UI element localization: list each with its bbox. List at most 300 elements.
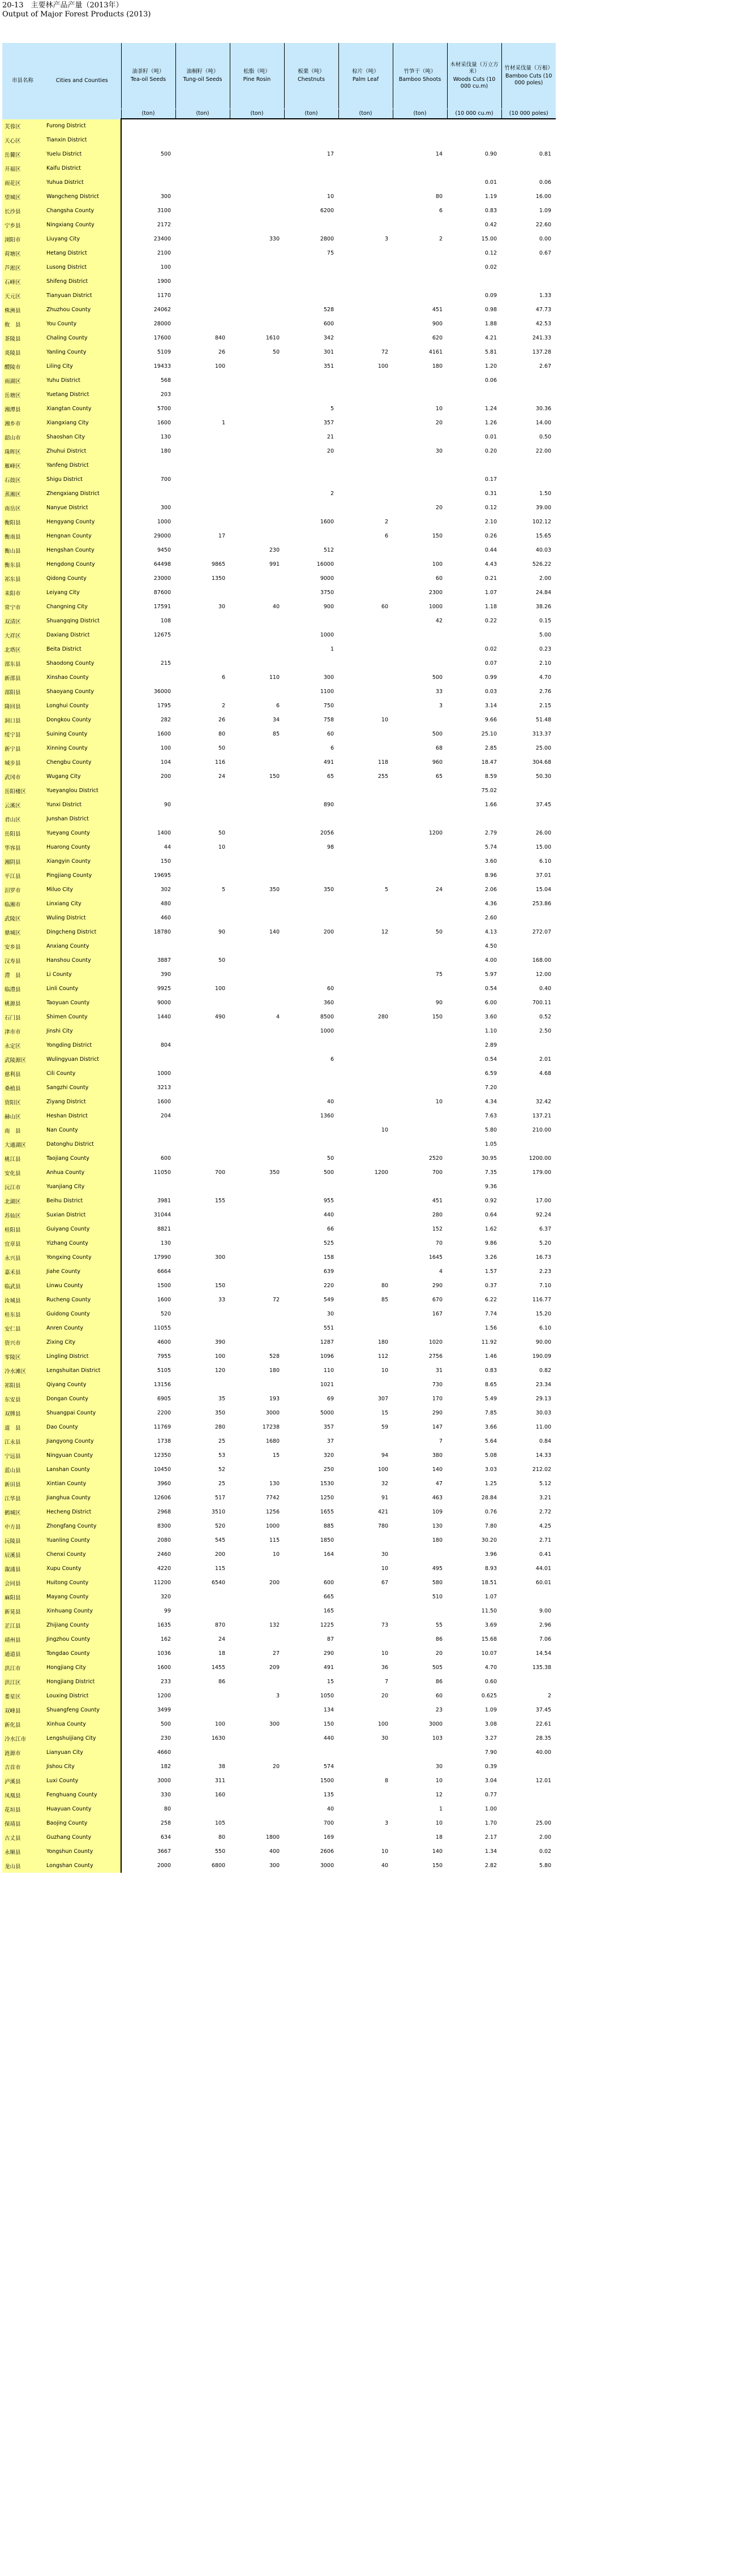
region-name-cn: 宜章县 xyxy=(2,1236,43,1250)
table-cell xyxy=(393,1547,447,1562)
table-cell xyxy=(175,1703,230,1717)
table-cell: 0.54 xyxy=(484,986,497,992)
table-cell xyxy=(175,967,230,982)
table-cell: 50 xyxy=(218,957,225,964)
region-name-cn: 江永县 xyxy=(2,1434,43,1448)
table-cell: 10 xyxy=(381,717,388,723)
table-cell: 16.00 xyxy=(535,193,551,200)
table-row xyxy=(2,1491,556,1505)
table-cell xyxy=(230,1151,284,1166)
table-cell: 0.01 xyxy=(484,179,497,186)
table-cell: 20 xyxy=(381,1693,388,1699)
table-row xyxy=(2,1151,556,1166)
table-cell xyxy=(230,472,284,487)
table-cell: 330 xyxy=(160,1792,171,1798)
table-row xyxy=(2,1434,556,1448)
table-cell xyxy=(230,784,284,798)
region-name-cn: 岳阳楼区 xyxy=(2,784,43,798)
table-row xyxy=(2,1349,556,1364)
table-cell xyxy=(501,274,556,289)
region-name-cn: 武陵区 xyxy=(2,911,43,925)
region-name-en: Hengyang County xyxy=(43,515,121,529)
table-cell xyxy=(338,953,393,967)
table-cell: 0.37 xyxy=(484,1283,497,1289)
table-cell xyxy=(501,1180,556,1194)
table-cell: 9865 xyxy=(211,561,225,567)
region-name-cn: 桑植县 xyxy=(2,1081,43,1095)
table-cell xyxy=(284,289,338,303)
table-cell: 350 xyxy=(214,1410,225,1416)
table-cell xyxy=(284,939,338,953)
table-cell: 40 xyxy=(272,604,280,610)
table-cell: 47 xyxy=(435,1481,443,1487)
table-cell: 2460 xyxy=(157,1551,171,1558)
table-cell: 3510 xyxy=(211,1509,225,1515)
table-cell: 313.37 xyxy=(532,731,551,737)
table-cell xyxy=(175,1265,230,1279)
table-row xyxy=(2,868,556,883)
table-cell xyxy=(338,133,393,147)
table-cell xyxy=(393,1052,447,1066)
region-name-en: Wugang City xyxy=(43,769,121,784)
table-cell: 2.50 xyxy=(539,1028,551,1034)
table-cell xyxy=(393,1081,447,1095)
table-cell: 0.02 xyxy=(484,646,497,652)
table-cell xyxy=(121,487,175,501)
table-cell: 4.34 xyxy=(484,1099,497,1105)
table-row xyxy=(2,713,556,727)
table-cell: 4.68 xyxy=(539,1070,551,1077)
table-cell: 1020 xyxy=(428,1339,443,1345)
table-row xyxy=(2,1830,556,1844)
region-name-cn: 蒸湘区 xyxy=(2,487,43,501)
table-cell: 65 xyxy=(435,773,443,780)
table-cell xyxy=(121,1052,175,1066)
table-cell: 2.10 xyxy=(539,660,551,666)
table-cell: 30 xyxy=(381,1551,388,1558)
table-cell xyxy=(338,444,393,458)
table-row xyxy=(2,1731,556,1745)
table-row xyxy=(2,1123,556,1137)
table-cell: 1 xyxy=(221,420,225,426)
table-row xyxy=(2,373,556,388)
table-cell: 152 xyxy=(432,1226,443,1232)
table-cell: 108 xyxy=(160,618,171,624)
region-name-cn: 津市市 xyxy=(2,1024,43,1038)
table-cell xyxy=(501,1788,556,1802)
region-name-en: Yongding District xyxy=(43,1038,121,1052)
table-cell: 30 xyxy=(218,604,225,610)
table-cell: 73 xyxy=(381,1622,388,1628)
table-cell: 870 xyxy=(214,1622,225,1628)
table-cell xyxy=(447,458,501,472)
table-cell xyxy=(284,656,338,670)
table-body xyxy=(2,119,556,1873)
table-cell: 357 xyxy=(323,1424,334,1430)
table-cell xyxy=(393,1604,447,1618)
table-row xyxy=(2,911,556,925)
region-name-cn: 雨花区 xyxy=(2,175,43,190)
region-name-en: Zhuzhou County xyxy=(43,303,121,317)
table-cell: 180 xyxy=(377,1339,388,1345)
table-cell xyxy=(175,685,230,699)
table-cell: 250 xyxy=(323,1467,334,1473)
table-cell: 528 xyxy=(323,307,334,313)
region-name-en: Xiangtan County xyxy=(43,402,121,416)
table-cell: 10 xyxy=(272,1551,280,1558)
table-cell xyxy=(393,133,447,147)
table-cell: 94 xyxy=(381,1452,388,1459)
table-row xyxy=(2,1547,556,1562)
unit-label: (ton) xyxy=(230,109,284,119)
table-cell: 9.66 xyxy=(484,717,497,723)
table-cell: 150 xyxy=(214,1283,225,1289)
table-cell: 1287 xyxy=(320,1339,334,1345)
table-cell: 2.71 xyxy=(539,1537,551,1543)
table-cell: 8 xyxy=(384,1778,388,1784)
table-cell: 10 xyxy=(435,1778,443,1784)
table-cell xyxy=(230,656,284,670)
table-cell: 2756 xyxy=(428,1353,443,1360)
table-cell: 1500 xyxy=(157,1283,171,1289)
region-name-cn: 临武县 xyxy=(2,1279,43,1293)
table-cell: 500 xyxy=(160,1721,171,1727)
table-row xyxy=(2,472,556,487)
unit-label: (10 000 cu.m) xyxy=(447,109,501,119)
region-name-cn: 洪江区 xyxy=(2,1675,43,1689)
region-name-cn: 新晃县 xyxy=(2,1604,43,1618)
table-cell xyxy=(175,642,230,656)
table-cell xyxy=(393,812,447,826)
table-cell: 7.35 xyxy=(484,1169,497,1176)
table-cell: 60 xyxy=(435,1693,443,1699)
table-cell: 130 xyxy=(432,1523,443,1529)
table-cell: 33 xyxy=(435,689,443,695)
region-name-cn: 麻阳县 xyxy=(2,1590,43,1604)
table-cell: 730 xyxy=(432,1382,443,1388)
table-cell: 300 xyxy=(269,1863,280,1869)
table-cell: 64498 xyxy=(153,561,171,567)
table-cell: 36000 xyxy=(153,689,171,695)
table-cell xyxy=(338,628,393,642)
table-cell: 86 xyxy=(435,1679,443,1685)
table-cell: 0.64 xyxy=(484,1212,497,1218)
table-cell xyxy=(338,557,393,571)
table-cell: 1455 xyxy=(211,1665,225,1671)
table-cell xyxy=(393,430,447,444)
table-cell xyxy=(338,1180,393,1194)
table-cell: 2.76 xyxy=(539,689,551,695)
table-cell: 28.84 xyxy=(481,1495,497,1501)
table-cell: 301 xyxy=(323,349,334,355)
region-name-en: Taojiang County xyxy=(43,1151,121,1166)
page-title: 20-13 主要林产品产量（2013年） xyxy=(2,1,123,10)
region-name-cn: 衡南县 xyxy=(2,529,43,543)
table-cell: 1.20 xyxy=(484,363,497,369)
table-cell: 50 xyxy=(327,1155,334,1162)
table-cell: 23 xyxy=(435,1707,443,1713)
table-cell: 21 xyxy=(327,434,334,440)
table-cell xyxy=(393,543,447,557)
table-cell: 25.00 xyxy=(535,745,551,751)
table-cell: 118 xyxy=(377,759,388,766)
table-cell xyxy=(338,501,393,515)
table-cell: 60 xyxy=(327,986,334,992)
table-cell: 26.00 xyxy=(535,830,551,836)
table-cell: 528 xyxy=(269,1353,280,1360)
table-cell xyxy=(175,119,230,133)
table-cell: 300 xyxy=(160,193,171,200)
table-cell xyxy=(393,246,447,260)
table-cell: 19695 xyxy=(153,872,171,879)
table-cell xyxy=(284,1562,338,1576)
region-name-en: Hengshan County xyxy=(43,543,121,557)
table-cell: 52 xyxy=(218,1467,225,1473)
table-cell: 25.10 xyxy=(481,731,497,737)
table-cell: 32.42 xyxy=(535,1099,551,1105)
table-cell xyxy=(338,147,393,161)
table-cell: 15.20 xyxy=(535,1311,551,1317)
table-cell: 290 xyxy=(323,1650,334,1657)
table-cell: 1.07 xyxy=(484,1594,497,1600)
table-cell: 311 xyxy=(214,1778,225,1784)
table-cell: 91 xyxy=(381,1495,388,1501)
table-cell: 158 xyxy=(323,1254,334,1261)
table-cell xyxy=(393,515,447,529)
table-cell: 1100 xyxy=(320,689,334,695)
table-cell xyxy=(175,175,230,190)
region-name-en: Linli County xyxy=(43,982,121,996)
table-cell: 1.10 xyxy=(484,1028,497,1034)
column-header: 棕片（吨） Palm Leaf xyxy=(338,43,393,109)
region-name-cn: 浏阳市 xyxy=(2,232,43,246)
table-cell xyxy=(501,1038,556,1052)
table-cell: 9925 xyxy=(157,986,171,992)
region-name-en: Xinhuang County xyxy=(43,1604,121,1618)
table-cell: 780 xyxy=(377,1523,388,1529)
table-cell: 215 xyxy=(160,660,171,666)
table-cell: 2.79 xyxy=(484,830,497,836)
region-name-cn: 新田县 xyxy=(2,1477,43,1491)
table-row xyxy=(2,1279,556,1293)
table-cell: 12.00 xyxy=(535,971,551,978)
table-cell: 155 xyxy=(214,1198,225,1204)
table-cell: 7.06 xyxy=(539,1636,551,1642)
table-cell xyxy=(338,1095,393,1109)
table-cell: 0.40 xyxy=(539,986,551,992)
table-cell: 3499 xyxy=(157,1707,171,1713)
table-cell: 5.80 xyxy=(539,1863,551,1869)
table-row xyxy=(2,345,556,359)
table-cell: 0.42 xyxy=(484,222,497,228)
table-cell: 50 xyxy=(435,929,443,935)
table-cell xyxy=(338,656,393,670)
table-row xyxy=(2,1703,556,1717)
table-cell xyxy=(230,1378,284,1392)
table-cell: 600 xyxy=(323,321,334,327)
region-name-cn: 雨湖区 xyxy=(2,373,43,388)
table-cell: 0.82 xyxy=(539,1367,551,1374)
table-row xyxy=(2,1420,556,1434)
table-cell: 1.57 xyxy=(484,1268,497,1275)
table-cell xyxy=(501,458,556,472)
table-cell xyxy=(393,161,447,175)
table-cell: 700 xyxy=(323,1820,334,1826)
table-cell: 0.54 xyxy=(484,1056,497,1063)
table-row xyxy=(2,260,556,274)
table-cell: 24 xyxy=(218,1636,225,1642)
table-cell: 6.10 xyxy=(539,1325,551,1331)
table-cell xyxy=(230,289,284,303)
table-cell: 2 xyxy=(384,519,388,525)
table-cell: 804 xyxy=(160,1042,171,1048)
table-cell xyxy=(121,939,175,953)
table-cell xyxy=(447,388,501,402)
table-cell: 6.59 xyxy=(484,1070,497,1077)
table-cell: 4.21 xyxy=(484,335,497,341)
region-name-en: Anren County xyxy=(43,1321,121,1335)
region-name-en: Qiyang County xyxy=(43,1378,121,1392)
table-cell: 10 xyxy=(381,1848,388,1855)
region-name-cn: 靖州县 xyxy=(2,1632,43,1646)
table-row xyxy=(2,1194,556,1208)
table-cell: 60 xyxy=(381,604,388,610)
table-cell xyxy=(284,1180,338,1194)
table-cell xyxy=(338,741,393,755)
table-cell xyxy=(338,727,393,741)
table-cell: 42.53 xyxy=(535,321,551,327)
table-cell: 620 xyxy=(432,335,443,341)
table-cell xyxy=(338,260,393,274)
table-cell xyxy=(338,246,393,260)
table-cell xyxy=(175,1052,230,1066)
table-cell: 50 xyxy=(218,745,225,751)
table-cell: 320 xyxy=(323,1452,334,1459)
table-cell: 7.63 xyxy=(484,1113,497,1119)
table-cell: 72 xyxy=(272,1297,280,1303)
table-cell xyxy=(501,812,556,826)
table-cell: 5.12 xyxy=(539,1481,551,1487)
table-cell: 6.22 xyxy=(484,1297,497,1303)
table-cell: 1795 xyxy=(157,703,171,709)
region-name-cn: 永兴县 xyxy=(2,1250,43,1265)
table-cell xyxy=(338,939,393,953)
table-cell xyxy=(338,1066,393,1081)
region-name-en: Shuangpai County xyxy=(43,1406,121,1420)
table-cell xyxy=(230,147,284,161)
table-cell xyxy=(284,529,338,543)
table-cell: 1000 xyxy=(157,519,171,525)
region-name-en: Yueyanglou District xyxy=(43,784,121,798)
table-cell xyxy=(393,713,447,727)
table-cell xyxy=(338,840,393,854)
region-name-en: Huitong County xyxy=(43,1576,121,1590)
table-cell xyxy=(338,642,393,656)
region-name-en: Yuetang District xyxy=(43,388,121,402)
region-name-en: Daxiang District xyxy=(43,628,121,642)
table-cell: 204 xyxy=(160,1113,171,1119)
region-name-en: Hengdong County xyxy=(43,557,121,571)
table-row xyxy=(2,967,556,982)
table-cell: 85 xyxy=(272,731,280,737)
table-cell: 500 xyxy=(323,1169,334,1176)
table-cell: 66 xyxy=(327,1226,334,1232)
region-name-cn: 桃江县 xyxy=(2,1151,43,1166)
region-name-cn: 天元区 xyxy=(2,289,43,303)
table-cell xyxy=(121,784,175,798)
region-name-cn: 石峰区 xyxy=(2,274,43,289)
table-cell: 500 xyxy=(432,674,443,681)
table-cell: 130 xyxy=(160,434,171,440)
table-cell: 2080 xyxy=(157,1537,171,1543)
table-cell xyxy=(230,274,284,289)
table-cell xyxy=(338,1151,393,1166)
table-cell xyxy=(338,854,393,868)
region-name-cn: 城步县 xyxy=(2,755,43,769)
table-row xyxy=(2,939,556,953)
table-cell: 38 xyxy=(218,1764,225,1770)
table-cell xyxy=(284,868,338,883)
table-cell: 4.43 xyxy=(484,561,497,567)
table-cell: 104 xyxy=(160,759,171,766)
table-row xyxy=(2,133,556,147)
table-cell: 180 xyxy=(432,1537,443,1543)
table-cell: 2.60 xyxy=(484,915,497,921)
table-cell: 20 xyxy=(435,1650,443,1657)
table-cell xyxy=(175,1208,230,1222)
table-cell xyxy=(284,953,338,967)
table-cell: 320 xyxy=(160,1594,171,1600)
table-cell: 7.90 xyxy=(484,1749,497,1756)
table-cell xyxy=(175,274,230,289)
table-row xyxy=(2,1632,556,1646)
table-cell xyxy=(230,1745,284,1760)
table-cell xyxy=(175,472,230,487)
table-cell: 132 xyxy=(269,1622,280,1628)
table-cell xyxy=(175,628,230,642)
table-row xyxy=(2,982,556,996)
table-row xyxy=(2,1689,556,1703)
table-cell: 134 xyxy=(323,1707,334,1713)
table-cell xyxy=(175,586,230,600)
table-cell: 2 xyxy=(221,703,225,709)
table-cell xyxy=(338,1604,393,1618)
table-cell xyxy=(447,161,501,175)
table-cell: 600 xyxy=(323,1580,334,1586)
table-cell: 24 xyxy=(435,887,443,893)
table-cell: 80 xyxy=(164,1806,171,1812)
table-cell xyxy=(338,1222,393,1236)
table-cell: 955 xyxy=(323,1198,334,1204)
table-cell: 14 xyxy=(435,151,443,157)
region-name-cn: 华容县 xyxy=(2,840,43,854)
table-cell xyxy=(284,1066,338,1081)
region-name-cn: 宁远县 xyxy=(2,1448,43,1463)
table-cell xyxy=(338,784,393,798)
region-name-en: Shuangfeng County xyxy=(43,1703,121,1717)
table-cell xyxy=(175,317,230,331)
table-cell: 2 xyxy=(439,236,443,242)
table-cell: 545 xyxy=(214,1537,225,1543)
table-cell: 0.98 xyxy=(484,307,497,313)
region-name-en: Dao County xyxy=(43,1420,121,1434)
table-cell: 2000 xyxy=(157,1863,171,1869)
table-cell: 500 xyxy=(432,731,443,737)
table-row xyxy=(2,1675,556,1689)
region-name-en: Anxiang County xyxy=(43,939,121,953)
region-name-en: Yueyang County xyxy=(43,826,121,840)
table-cell: 27 xyxy=(272,1650,280,1657)
